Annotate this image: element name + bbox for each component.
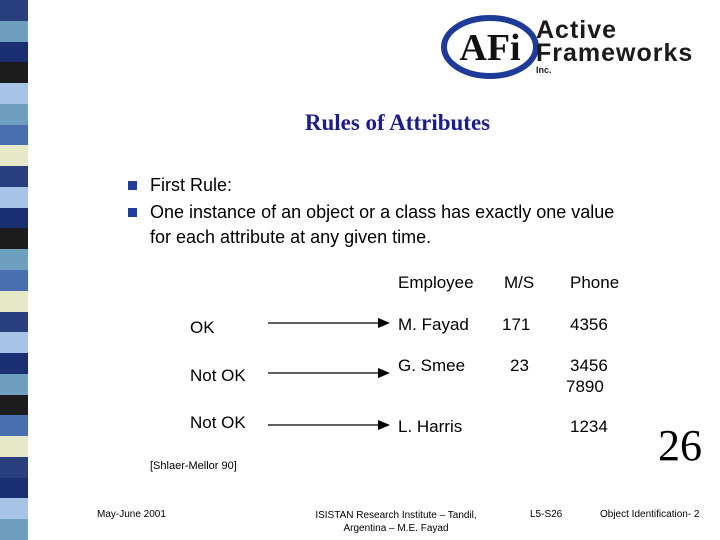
strip-block <box>0 498 28 519</box>
footer-institute-line: ISISTAN Research Institute – Tandil, <box>315 510 477 521</box>
strip-block <box>0 83 28 104</box>
bullet-rule-text <box>150 200 614 250</box>
arrow-right-icon <box>268 366 390 380</box>
arrow-right-icon <box>268 316 390 330</box>
bullet-marker <box>128 181 137 190</box>
strip-block <box>0 21 28 42</box>
bullet-first-rule <box>150 173 232 198</box>
strip-block <box>0 353 28 374</box>
row-employee: G. Smee <box>398 356 466 375</box>
row-phone: 4356 <box>570 315 608 334</box>
row-status-ok: OK <box>190 318 215 337</box>
strip-block <box>0 208 28 229</box>
header-phone: Phone <box>570 273 620 292</box>
strip-block <box>0 145 28 166</box>
logo-text-frameworks: Frameworks <box>536 39 694 67</box>
strip-block <box>0 478 28 499</box>
strip-block <box>0 228 28 249</box>
bullet-marker <box>128 208 137 217</box>
logo-text-active: Active <box>536 16 618 44</box>
strip-block <box>0 42 28 63</box>
strip-block <box>0 312 28 333</box>
footer-institute-line: Argentina – M.E. Fayad <box>343 523 449 534</box>
row-employee: L. Harris <box>398 417 463 436</box>
strip-block <box>0 166 28 187</box>
decorative-side-strip <box>0 0 28 540</box>
bullet-line: First Rule: <box>150 175 233 195</box>
bullet-line: One instance of an object or a class has exactly one value <box>150 202 615 222</box>
slide-number: 26 <box>658 421 702 470</box>
row-phone-second: 7890 <box>566 377 604 396</box>
row-phone: 1234 <box>570 417 608 436</box>
strip-block <box>0 436 28 457</box>
strip-block <box>0 0 28 21</box>
strip-block <box>0 415 28 436</box>
strip-block <box>0 395 28 416</box>
row-ms: 23 <box>510 356 529 375</box>
row-employee: M. Fayad <box>398 315 469 334</box>
logo-text-inc: Inc. <box>536 65 552 75</box>
strip-block <box>0 62 28 83</box>
row-phone: 3456 <box>570 356 608 375</box>
strip-block <box>0 374 28 395</box>
arrow-right-icon <box>268 418 390 432</box>
slide-title: Rules of Attributes <box>304 110 491 135</box>
strip-block <box>0 332 28 353</box>
strip-block <box>0 457 28 478</box>
strip-block <box>0 270 28 291</box>
bullet-line: for each attribute at any given time. <box>150 227 432 247</box>
strip-block <box>0 291 28 312</box>
strip-block <box>0 519 28 540</box>
logo-monogram: AFi <box>459 27 521 69</box>
header-employee: Employee <box>398 273 474 292</box>
citation: [Shlaer-Mellor 90] <box>150 460 237 472</box>
active-frameworks-logo <box>440 14 710 80</box>
row-status-not-ok: Not OK <box>190 366 246 385</box>
row-ms: 171 <box>502 315 531 334</box>
footer-date: May-June 2001 <box>97 509 166 520</box>
row-status-not-ok: Not OK <box>190 413 246 432</box>
header-ms: M/S <box>504 273 535 292</box>
footer-code: L5-S26 <box>530 509 563 520</box>
footer-institute <box>296 509 496 535</box>
footer-course: Object Identification- 2 <box>600 509 700 520</box>
logo-emblem <box>440 14 540 80</box>
strip-block <box>0 249 28 270</box>
strip-block <box>0 187 28 208</box>
